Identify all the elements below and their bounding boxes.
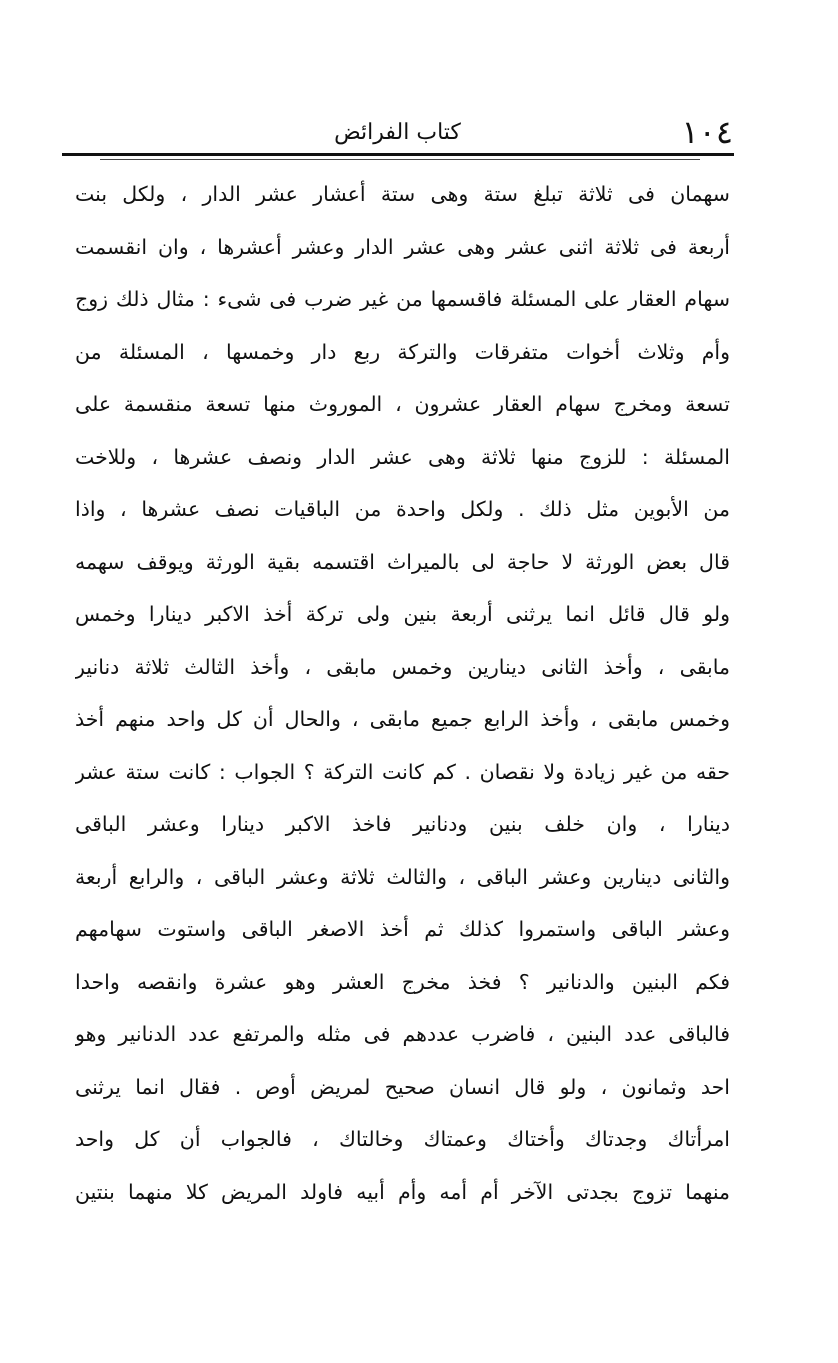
text-line: والثانى دينارين وعشر الباقى ، والثالث ثلاثة وعشر الباقى ، والرابع أربعة xyxy=(75,864,730,889)
page-header xyxy=(62,108,733,152)
text-line: منهما تزوج بجدتى الآخر أم أمه وأم أبيه فاولد المريض كلا منهما بنتين xyxy=(75,1179,730,1204)
text-line: قال بعض الورثة لا حاجة لى بالميراث اقتسمه بقية الورثة ويوقف سهمه xyxy=(75,549,730,574)
text-line: وخمس مابقى ، وأخذ الرابع جميع مابقى ، والحال أن كل واحد منهم أخذ xyxy=(75,707,730,731)
text-line: امرأتاك وجدتاك وأختاك وعمتاك وخالتاك ، فالجواب أن كل واحد xyxy=(75,1127,730,1151)
text-line: سهام العقار على المسئلة فاقسمها من غير ضرب فى شىء : مثال ذلك زوج xyxy=(75,287,730,311)
header-rule-thin xyxy=(100,159,700,160)
header-rule xyxy=(62,153,734,156)
text-line: ولو قال قائل انما يرثنى أربعة بنين ولى تركة أخذ الاكبر دينارا وخمس xyxy=(75,602,730,626)
text-line: احد وثمانون ، ولو قال انسان صحيح لمريض أوص . فقال انما يرثنى xyxy=(75,1074,730,1099)
text-line: فكم البنين والدنانير ؟ فخذ مخرج العشر وهو عشرة وانقصه واحدا xyxy=(75,969,730,994)
text-line: المسئلة : للزوج منها ثلاثة وهى عشر الدار ونصف عشرها ، وللاخت xyxy=(75,444,730,469)
text-line: سهمان فى ثلاثة تبلغ ستة وهى ستة أعشار عشر الدار ، ولكل بنت xyxy=(75,182,730,206)
text-line: فالباقى عدد البنين ، فاضرب عددهم فى مثله والمرتفع عدد الدنانير وهو xyxy=(75,1022,730,1046)
text-line: وأم وثلاث أخوات متفرقات والتركة ربع دار وخمسها ، المسئلة من xyxy=(75,339,730,364)
text-line: أربعة فى ثلاثة اثنى عشر وهى عشر الدار وعشر أعشرها ، وان انقسمت xyxy=(75,234,730,259)
text-line: وعشر الباقى واستمروا كذلك ثم أخذ الاصغر الباقى واستوت سهامهم xyxy=(75,917,730,941)
text-line: من الأبوين مثل ذلك . ولكل واحدة من الباقيات نصف عشرها ، واذا xyxy=(75,497,730,521)
page-number: ١٠٤ xyxy=(681,113,733,151)
body-text xyxy=(75,168,730,1218)
running-head: كتاب الفرائض xyxy=(334,120,461,145)
text-line: تسعة ومخرج سهام العقار عشرون ، الموروث منها تسعة منقسمة على xyxy=(75,392,730,416)
text-line: دينارا ، وان خلف بنين ودنانير فاخذ الاكبر دينارا وعشر الباقى xyxy=(75,812,730,836)
text-line: حقه من غير زيادة ولا نقصان . كم كانت التركة ؟ الجواب : كانت ستة عشر xyxy=(75,759,730,784)
text-line: مابقى ، وأخذ الثانى دينارين وخمس مابقى ، وأخذ الثالث ثلاثة دنانير xyxy=(75,654,730,679)
